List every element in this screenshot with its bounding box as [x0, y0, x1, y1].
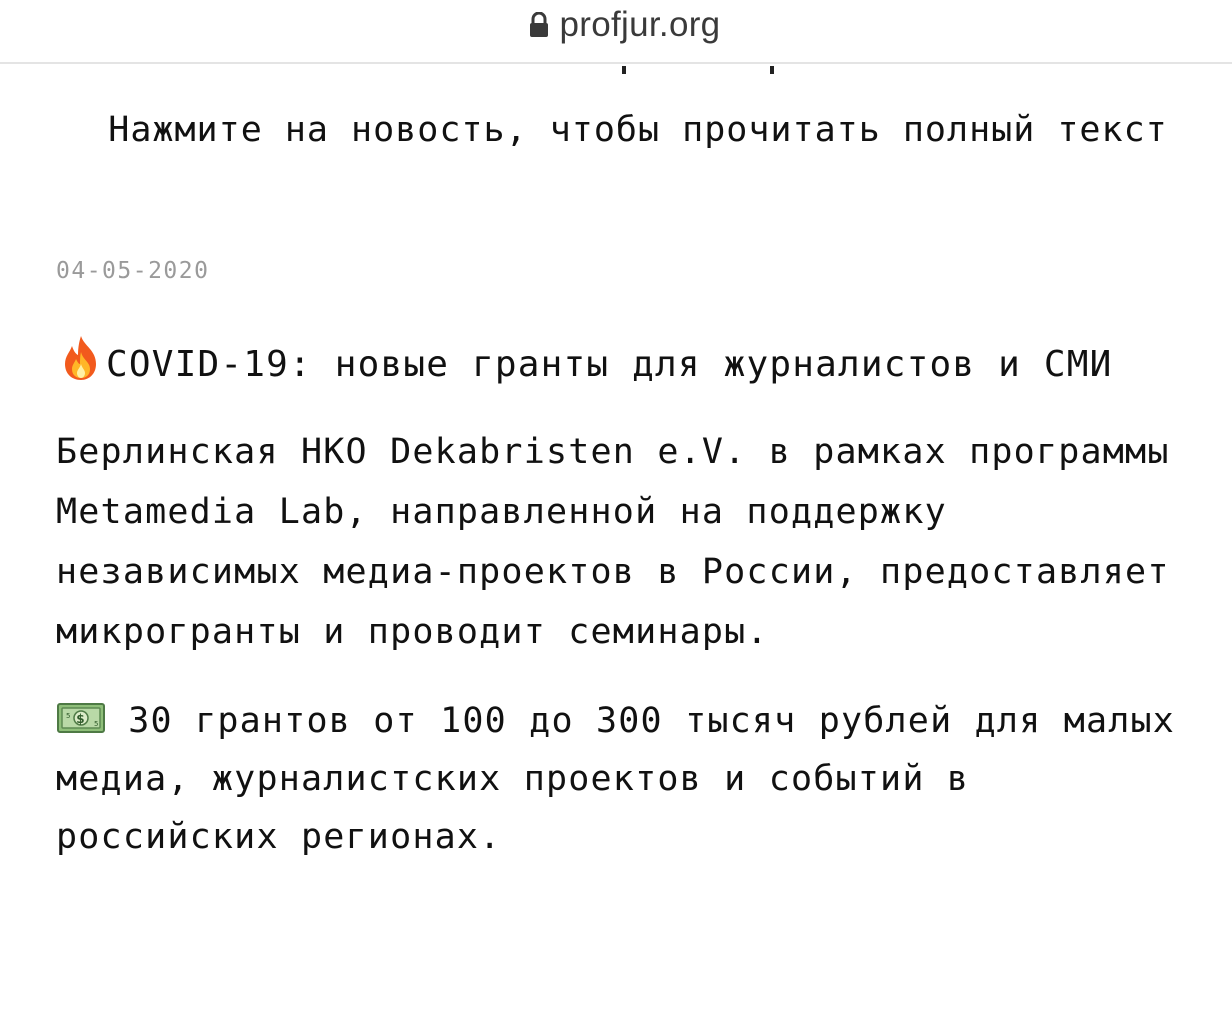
address-bar-divider: [0, 62, 1232, 64]
svg-text:5: 5: [94, 720, 100, 728]
svg-text:5: 5: [66, 712, 72, 720]
news-item[interactable]: [56, 256, 1196, 866]
grant-info: [56, 692, 1196, 866]
fire-emoji-icon: [56, 334, 106, 378]
svg-text:$: $: [76, 712, 86, 726]
money-emoji-icon: [56, 694, 106, 738]
grant-text: 30 грантов от 100 до 300 тысяч рублей для малых медиа, журналистских проектов и событий в российских регионах.: [56, 701, 1176, 857]
url-display[interactable]: [528, 5, 721, 45]
news-headline[interactable]: [56, 334, 1196, 392]
instruction-text: Нажмите на новость, чтобы прочитать полный текст: [108, 110, 1168, 150]
lock-icon: [528, 12, 550, 38]
headline-text: COVID-19: новые гранты для журналистов и СМИ: [106, 344, 1113, 385]
news-date: 04-05-2020: [56, 258, 210, 284]
cut-off-text-remnant: [0, 66, 1232, 74]
page-content: [56, 100, 1196, 866]
browser-address-bar[interactable]: [0, 0, 1232, 62]
url-text: profjur.org: [559, 5, 721, 44]
news-paragraph: Берлинская НКО Dekabristen e.V. в рамках программы Metamedia Lab, направленной на поддержку независимых медиа-проектов в России, предоставляет микрогранты и проводит семинары.: [56, 432, 1170, 652]
